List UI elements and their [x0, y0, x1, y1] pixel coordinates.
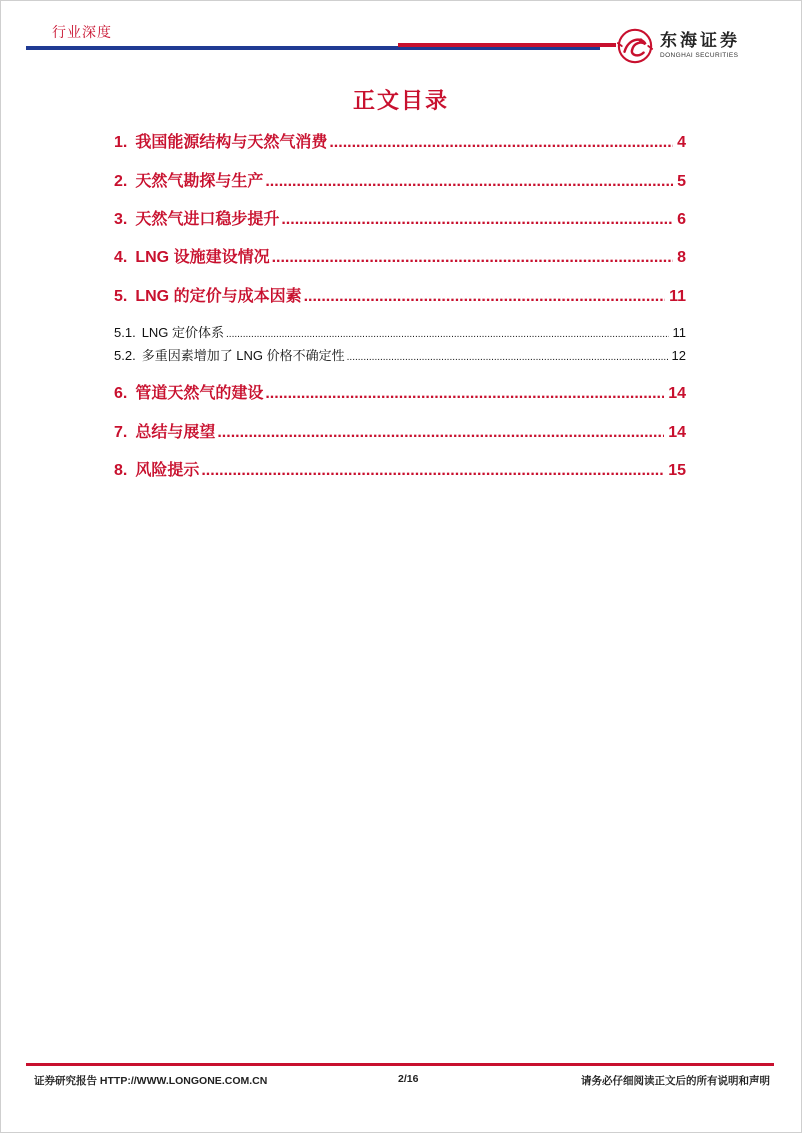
dragon-emblem-icon: [616, 27, 654, 65]
toc-entry-number: 3.: [114, 211, 128, 228]
toc-entry-title: 管道天然气的建设: [135, 385, 264, 402]
toc-entry[interactable]: [114, 380, 686, 403]
toc-entry-page: 14: [668, 424, 686, 441]
toc-entry-page: 6: [677, 211, 686, 228]
toc-entry-title: 总结与展望: [135, 424, 216, 441]
toc-dot-leader: [347, 348, 668, 363]
toc-entry[interactable]: [114, 283, 686, 306]
toc-entry[interactable]: [114, 419, 686, 442]
toc-dot-leader: [226, 325, 668, 340]
toc-entry-page: 14: [668, 385, 686, 402]
toc-entry-title: 多重因素增加了 LNG 价格不确定性: [141, 348, 345, 363]
toc-entry-page: 8: [677, 249, 686, 266]
toc-entry-title: 天然气进口稳步提升: [135, 211, 280, 228]
toc-entry-number: 5.1.: [114, 325, 136, 340]
logo-name-en: DONGHAI SECURITIES: [660, 51, 739, 59]
toc-dot-leader: [304, 288, 666, 306]
toc-entry[interactable]: [114, 244, 686, 267]
footer-divider: [26, 1063, 774, 1066]
toc-entry-number: 5.: [114, 288, 128, 305]
toc-entry-title: LNG 设施建设情况: [135, 249, 270, 266]
toc-entry-page: 15: [668, 462, 686, 479]
toc-dot-leader: [281, 211, 673, 229]
toc-dot-leader: [329, 134, 673, 152]
header-category: 行业深度: [52, 24, 112, 40]
toc-entry-page: 11: [672, 325, 686, 340]
toc-subentry[interactable]: [114, 345, 686, 364]
footer-source: 证券研究报告 HTTP://WWW.LONGONE.COM.CN: [34, 1075, 268, 1087]
toc-entry-number: 6.: [114, 385, 128, 402]
toc-entry-title: 我国能源结构与天然气消费: [135, 134, 328, 151]
toc-entry-number: 5.2.: [114, 348, 136, 363]
toc-entry-title: 风险提示: [135, 462, 200, 479]
toc-subentry[interactable]: [114, 322, 686, 341]
logo-name-cn: 东海证券: [660, 30, 740, 51]
toc-dot-leader: [265, 173, 673, 191]
toc-entry[interactable]: [114, 206, 686, 229]
toc-entry[interactable]: [114, 168, 686, 191]
toc-entry-number: 7.: [114, 424, 128, 441]
toc-entry[interactable]: [114, 129, 686, 152]
toc-dot-leader: [217, 424, 664, 442]
toc-entry-number: 8.: [114, 462, 128, 479]
page-number: 2/16: [398, 1073, 419, 1085]
footer-disclaimer: 请务必仔细阅读正文后的所有说明和声明: [581, 1075, 770, 1087]
toc-entry-number: 1.: [114, 134, 128, 151]
toc-entry-number: 4.: [114, 249, 128, 266]
toc-dot-leader: [265, 385, 664, 403]
toc-entry-title: 天然气勘探与生产: [135, 173, 264, 190]
toc-entry-page: 11: [669, 288, 686, 305]
toc-entry[interactable]: [114, 457, 686, 480]
toc-entry-title: LNG 定价体系: [141, 325, 225, 340]
company-logo: [616, 26, 776, 66]
toc-entry-page: 12: [671, 348, 686, 363]
toc-dot-leader: [201, 462, 664, 480]
toc-dot-leader: [272, 249, 674, 267]
toc-entry-number: 2.: [114, 173, 128, 190]
toc-entry-page: 5: [677, 173, 686, 190]
toc-entry-title: LNG 的定价与成本因素: [135, 288, 302, 305]
toc-title: 正文目录: [352, 88, 449, 113]
toc-entry-page: 4: [677, 134, 686, 151]
